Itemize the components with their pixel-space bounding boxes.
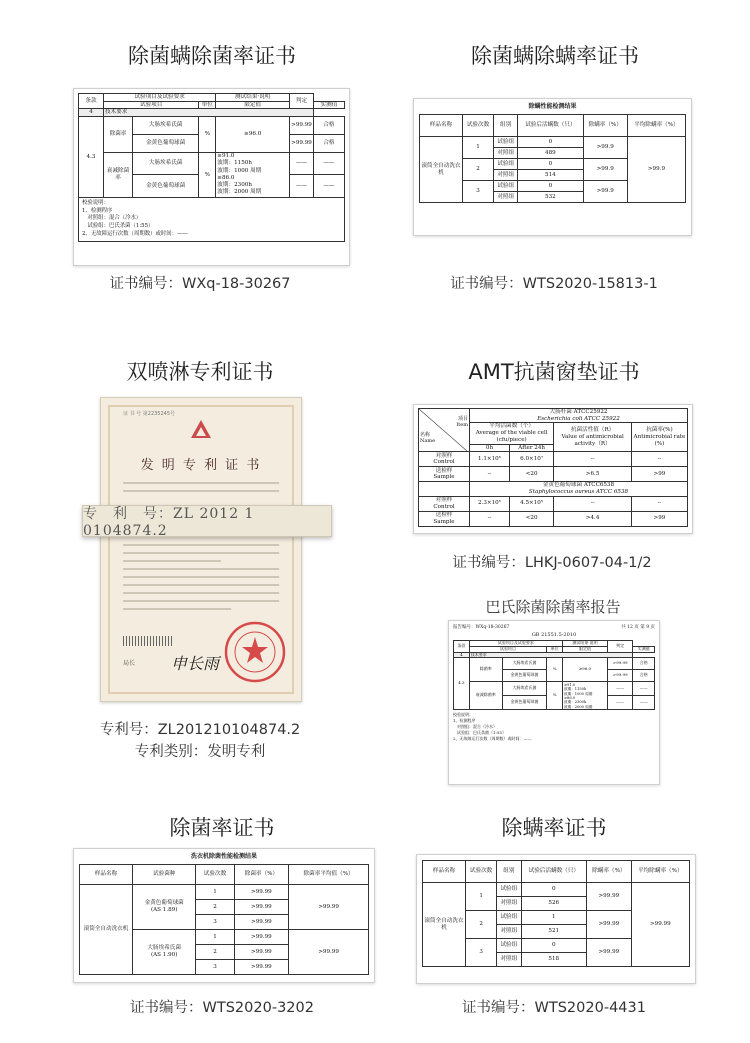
cert-number-1: 证书编号：WXq-18-30267	[109, 276, 291, 292]
bacteria-rate-table: 条款 试验项目及试验要求 测试结果·说明 判定 试验项目 单位 限定值 实测值 4 技术要求 4.3 除菌率 大肠埃希氏菌 % ≥96.0 >99.99 合格 金黄色葡萄球菌 >99.99 合格 衰减除菌率 大肠埃希氏菌 % ≥91.0 波期：1150h 波期：1000 周期 ≥86.0 波期：2300h 波期：2000 周期 —— —— 金黄色葡萄球菌 —— ——	[78, 93, 345, 198]
report-page: 共 12 页 第 9 页	[621, 625, 655, 630]
cert-bacteria-rate-table: 条款 试验项目及试验要求 测试结果·说明 判定 试验项目 单位 限定值 实测值 4 技术要求 4.3 除菌率 大肠埃希氏菌 % ≥96.0 >99.99 合格 金黄色葡萄球菌 >99.99 合格 衰减除菌率 大肠埃希氏菌 % ≥91.0 波期：1150h 波期：1000 周期 ≥86.0 波期：2300h 波期：2000 周期 —— —— 金黄色葡萄球菌 —— —— 校验说明： 1、检测程序 对照组：混合（冷水） 试验组：巴氏杀菌（1:55） 2、无故障运行次数（周期数）或时间：——	[73, 88, 350, 266]
report-standard: GB 21551.5-2010	[531, 632, 577, 638]
cert-pasteur-report: 报告编号：WXq-18-30267 共 12 页 第 9 页 GB 21551.5-2010 条款 试验项目及试验要求 测试结果·说明 判定 试验项目 单位 限定值 实测值 4 技术要求 4.3 除菌率 大肠埃希氏菌 % ≥96.0 >99.99 合格 金黄色葡萄球菌 >99.99 合格 衰减除菌率 大肠埃希氏菌 % ≥91.0 波期：1150h 波期：1000 周期 ≥86.0 波期：2300h 波期：2000 周期 —— —— 金黄色葡萄球菌 —— —— 校验说明： 1、检测程序 对照组：混合（冷水） 试验组：巴氏杀菌（1:55） 2、无故障运行次数（周期数）或时间：——	[448, 620, 660, 785]
cert-number-6: 证书编号：WTS2020-3202	[130, 1000, 314, 1016]
mite-rate-table: 样品名称 试验次数 组别 试验后活螨数（只） 除螨率（%） 平均除螨率（%） 滚筒全自动洗衣机 1 试验组 0 >99.99 >99.99 对照组 526 2 试验组 1 >99.99 对照组 521 3 试验组 0 >99.99 对照组 518	[422, 860, 690, 967]
mite-removal-table: 样品名称 试验次数 组别 试验后活螨数（只） 除螨率（%） 平均除螨率（%） 滚筒全自动洗衣机 1 试验组 0 >99.9 >99.9 对照组 489 2 试验组 0 >99.9 对照组 514 3 试验组 0 >99.9 对照组 532	[419, 114, 686, 203]
patent-text-lines-top	[101, 476, 301, 492]
cert-bacteria-removal-table: 洗衣机除菌性能检测结果 样品名称 试验菌种 试验次数 除菌率（%） 除菌率平均值（%） 滚筒全自动洗衣机 金黄色葡萄球菌 (AS 1.89) 1 >99.99 >99.99 2 >99.99 3 >99.99 大肠埃希氏菌 (AS 1.90) 1 >99.99 >99.99 2 >99.99 3 >99.99	[73, 848, 375, 983]
patent-number-strip: 专 利 号：ZL 2012 1 0104874.2	[82, 505, 332, 537]
title-mite-rate: 除螨率证书	[501, 816, 607, 840]
cert-mite-rate-table	[416, 854, 696, 984]
patent-number: 专利号：ZL201210104874.2	[99, 722, 301, 738]
patent-text-lines-bottom	[101, 538, 301, 610]
title-patent: 双喷淋专利证书	[126, 360, 274, 384]
title-amt-antibacterial: AMT抗菌窗垫证书	[468, 360, 640, 384]
patent-emblem-icon	[189, 418, 213, 442]
patent-seal-icon	[223, 620, 287, 684]
pasteur-table: 条款 试验项目及试验要求 测试结果·说明 判定 试验项目 单位 限定值 实测值 4 技术要求 4.3 除菌率 大肠埃希氏菌 % ≥96.0 >99.99 合格 金黄色葡萄球菌 >99.99 合格 衰减除菌率 大肠埃希氏菌 % ≥91.0 波期：1150h 波期：1000 周期 ≥86.0 波期：2300h 波期：2000 周期 —— —— 金黄色葡萄球菌 —— ——	[453, 640, 655, 710]
patent-signature: 申长雨	[171, 654, 220, 673]
cert-number-4: 证书编号：LHKJ-0607-04-1/2	[452, 555, 652, 571]
cert-mite-removal-table: 除螨性能检测结果 样品名称 试验次数 组别 试验后活螨数（只） 除螨率（%） 平均除螨率（%） 滚筒全自动洗衣机 1 试验组 0 >99.9 >99.9 对照组 489 2 试验组 0 >99.9 对照组 514 3 试验组 0 >99.9 对照组 532	[413, 98, 692, 236]
diagonal-line	[419, 409, 467, 451]
title-mite-bacteria-rate: 除菌螨除菌率证书	[128, 44, 296, 68]
amt-table: 项目 Item 名称 Name 大肠杆菌 ATCC25922 Escherichia coli ATCC 25922 平均活菌数（个） Average of the viable cell (cfu/piece) 抗菌活性值（R） Value of antimicrobial activity（R） 抗菌率(%) Antimicrobial rate (%) 0h After 24h 对照样 Control 1.1×10⁵ 6.0×10⁷ -- -- 送检样 Sample -- <20 >6.5 >99 金黄色葡萄球菌 ATCC6538 Staphylococcus aureus ATCC 6538 对照样 Control 2.3×10⁵ 4.5×10⁵ -- -- 送检样 Sample -- <20 >4.4 >99	[418, 408, 688, 527]
patent-type: 专利类别：发明专利	[134, 744, 266, 760]
cert-amt-table	[413, 404, 693, 534]
cert-number-2: 证书编号：WTS2020-15813-1	[450, 276, 658, 292]
title-bacteria-rate: 除菌率证书	[169, 816, 275, 840]
cert-number-7: 证书编号：WTS2020-4431	[462, 1000, 646, 1016]
title-mite-removal-rate: 除菌螨除螨率证书	[471, 44, 639, 68]
report-number: 报告编号：WXq-18-30267	[453, 625, 510, 630]
patent-header-no: 证 书 号 第2235245号	[123, 411, 176, 417]
patent-certificate-image	[100, 397, 302, 702]
title-pasteur-report: 巴氏除菌除菌率报告	[485, 598, 621, 616]
bacteria-removal-table: 样品名称 试验菌种 试验次数 除菌率（%） 除菌率平均值（%） 滚筒全自动洗衣机 金黄色葡萄球菌 (AS 1.89) 1 >99.99 >99.99 2 >99.99 3 >99.99 大肠埃希氏菌 (AS 1.90) 1 >99.99 >99.99 2 >99.99 3 >99.99	[79, 864, 369, 975]
patent-title: 发 明 专 利 证 书	[140, 458, 262, 473]
patent-signature-label: 局长	[123, 660, 136, 667]
patent-barcode	[123, 636, 173, 646]
